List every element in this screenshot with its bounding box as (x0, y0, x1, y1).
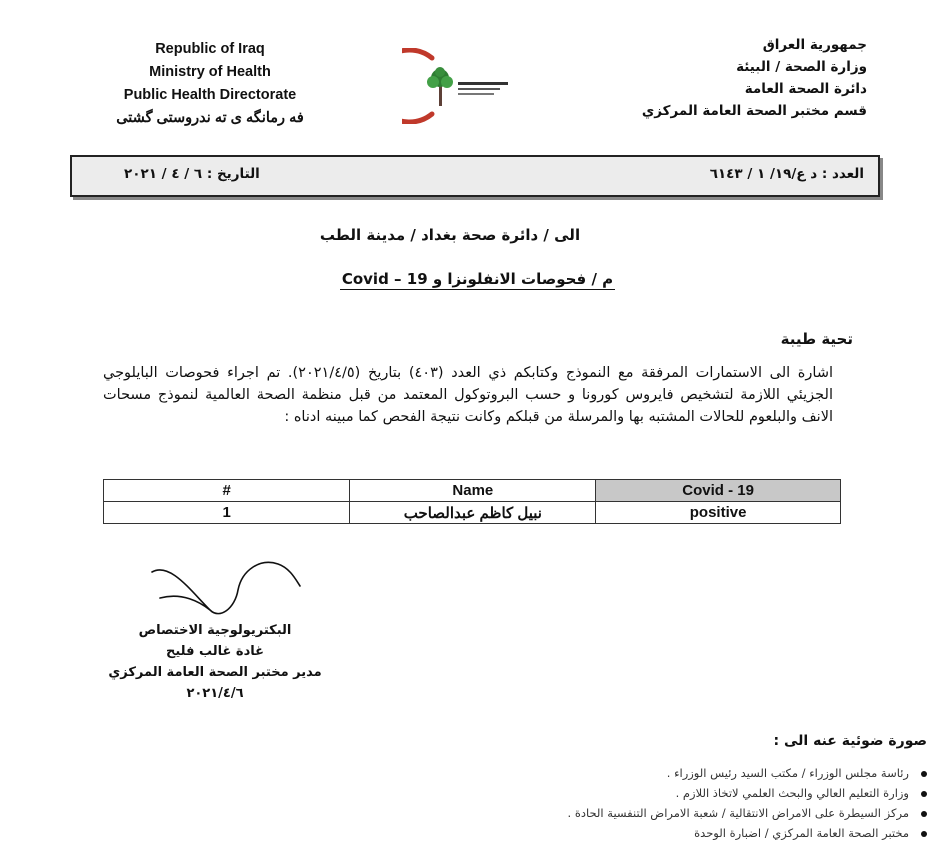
cell-name: نبيل كاظم عبدالصاحب (350, 502, 596, 524)
list-item (427, 763, 927, 783)
header-name: Name (350, 480, 596, 502)
signer-date: ٢٠٢١/٤/٦ (186, 686, 244, 701)
header-en-line4: فه رمانگه ی ته ندروستی گشتی (116, 110, 304, 126)
reference-date: التاريخ : ٦ / ٤ / ٢٠٢١ (124, 166, 260, 182)
header-en-line2: Ministry of Health (149, 64, 271, 80)
header-ar-line4: قسم مختبر الصحة العامة المركزي (641, 103, 867, 119)
bullet-icon (921, 831, 927, 837)
table-row (104, 502, 841, 524)
cell-num: 1 (104, 502, 350, 524)
cc-item-text: رئاسة مجلس الوزراء / مكتب السيد رئيس الوزراء . (666, 766, 909, 780)
subject-text: م / فحوصات الانفلونزا و Covid – 19 (341, 270, 614, 288)
cc-list (427, 763, 927, 843)
cc-item-text: وزارة التعليم العالي والبحث العلمي لاتخاذ اللازم . (675, 786, 909, 800)
signer-block (90, 620, 340, 704)
cc-title: صورة ضوئية عنه الى : (773, 733, 927, 749)
bullet-icon (921, 811, 927, 817)
reference-box (70, 155, 880, 197)
ministry-logo-icon (402, 48, 532, 124)
signer-title: البكتريولوجية الاختصاص (138, 623, 292, 638)
reference-number: العدد : د ع/١٩/ ١ / ٦١٤٣ (709, 166, 864, 182)
signer-name: غادة غالب فليح (165, 644, 265, 659)
body-paragraph: اشارة الى الاستمارات المرفقة مع النموذج وكتابكم ذي العدد (٤٠٣) بتاريخ (٢٠٢١/٤/٥). تم اجراء فحوصات البايلوجي الجزيئي اللازمة لتشخيص فايروس كورونا و حسب البروتوكول المعتمد من قبل منظمة الصحة العالمية لنموذج مسحات الانف والبلعوم للحالات المشتبه بها والمرسلة من قبلكم وكانت نتيجة الفحص كما مبينه ادناه : (103, 365, 833, 425)
header-num: # (104, 480, 350, 502)
header-ar-line3: دائرة الصحة العامة (744, 81, 867, 97)
subject-line (250, 270, 705, 288)
header-english (60, 38, 360, 130)
table-header-row (104, 480, 841, 502)
header-ar-line1: جمهورية العراق (762, 37, 867, 53)
greeting: تحية طيبة (780, 330, 853, 348)
signature-image (60, 550, 320, 630)
header-covid: Covid - 19 (596, 480, 841, 502)
list-item (427, 823, 927, 843)
header-ar-line2: وزارة الصحة / البيئة (736, 59, 867, 75)
list-item (427, 783, 927, 803)
header-en-line3: Public Health Directorate (123, 87, 297, 103)
list-item (427, 803, 927, 823)
results-table (103, 479, 841, 524)
header-en-line1: Republic of Iraq (155, 41, 265, 57)
bullet-icon (921, 771, 927, 777)
cc-item-text: مركز السيطرة على الامراض الانتقالية / شعبة الامراض التنفسية الحادة . (567, 806, 909, 820)
bullet-icon (921, 791, 927, 797)
cell-result: positive (596, 502, 841, 524)
signer-position: مدير مختبر الصحة العامة المركزي (108, 665, 322, 680)
header-arabic (567, 34, 867, 122)
cc-item-text: مختبر الصحة العامة المركزي / اضبارة الوحدة (694, 826, 909, 840)
addressee: الى / دائرة صحة بغداد / مدينة الطب (319, 226, 581, 244)
